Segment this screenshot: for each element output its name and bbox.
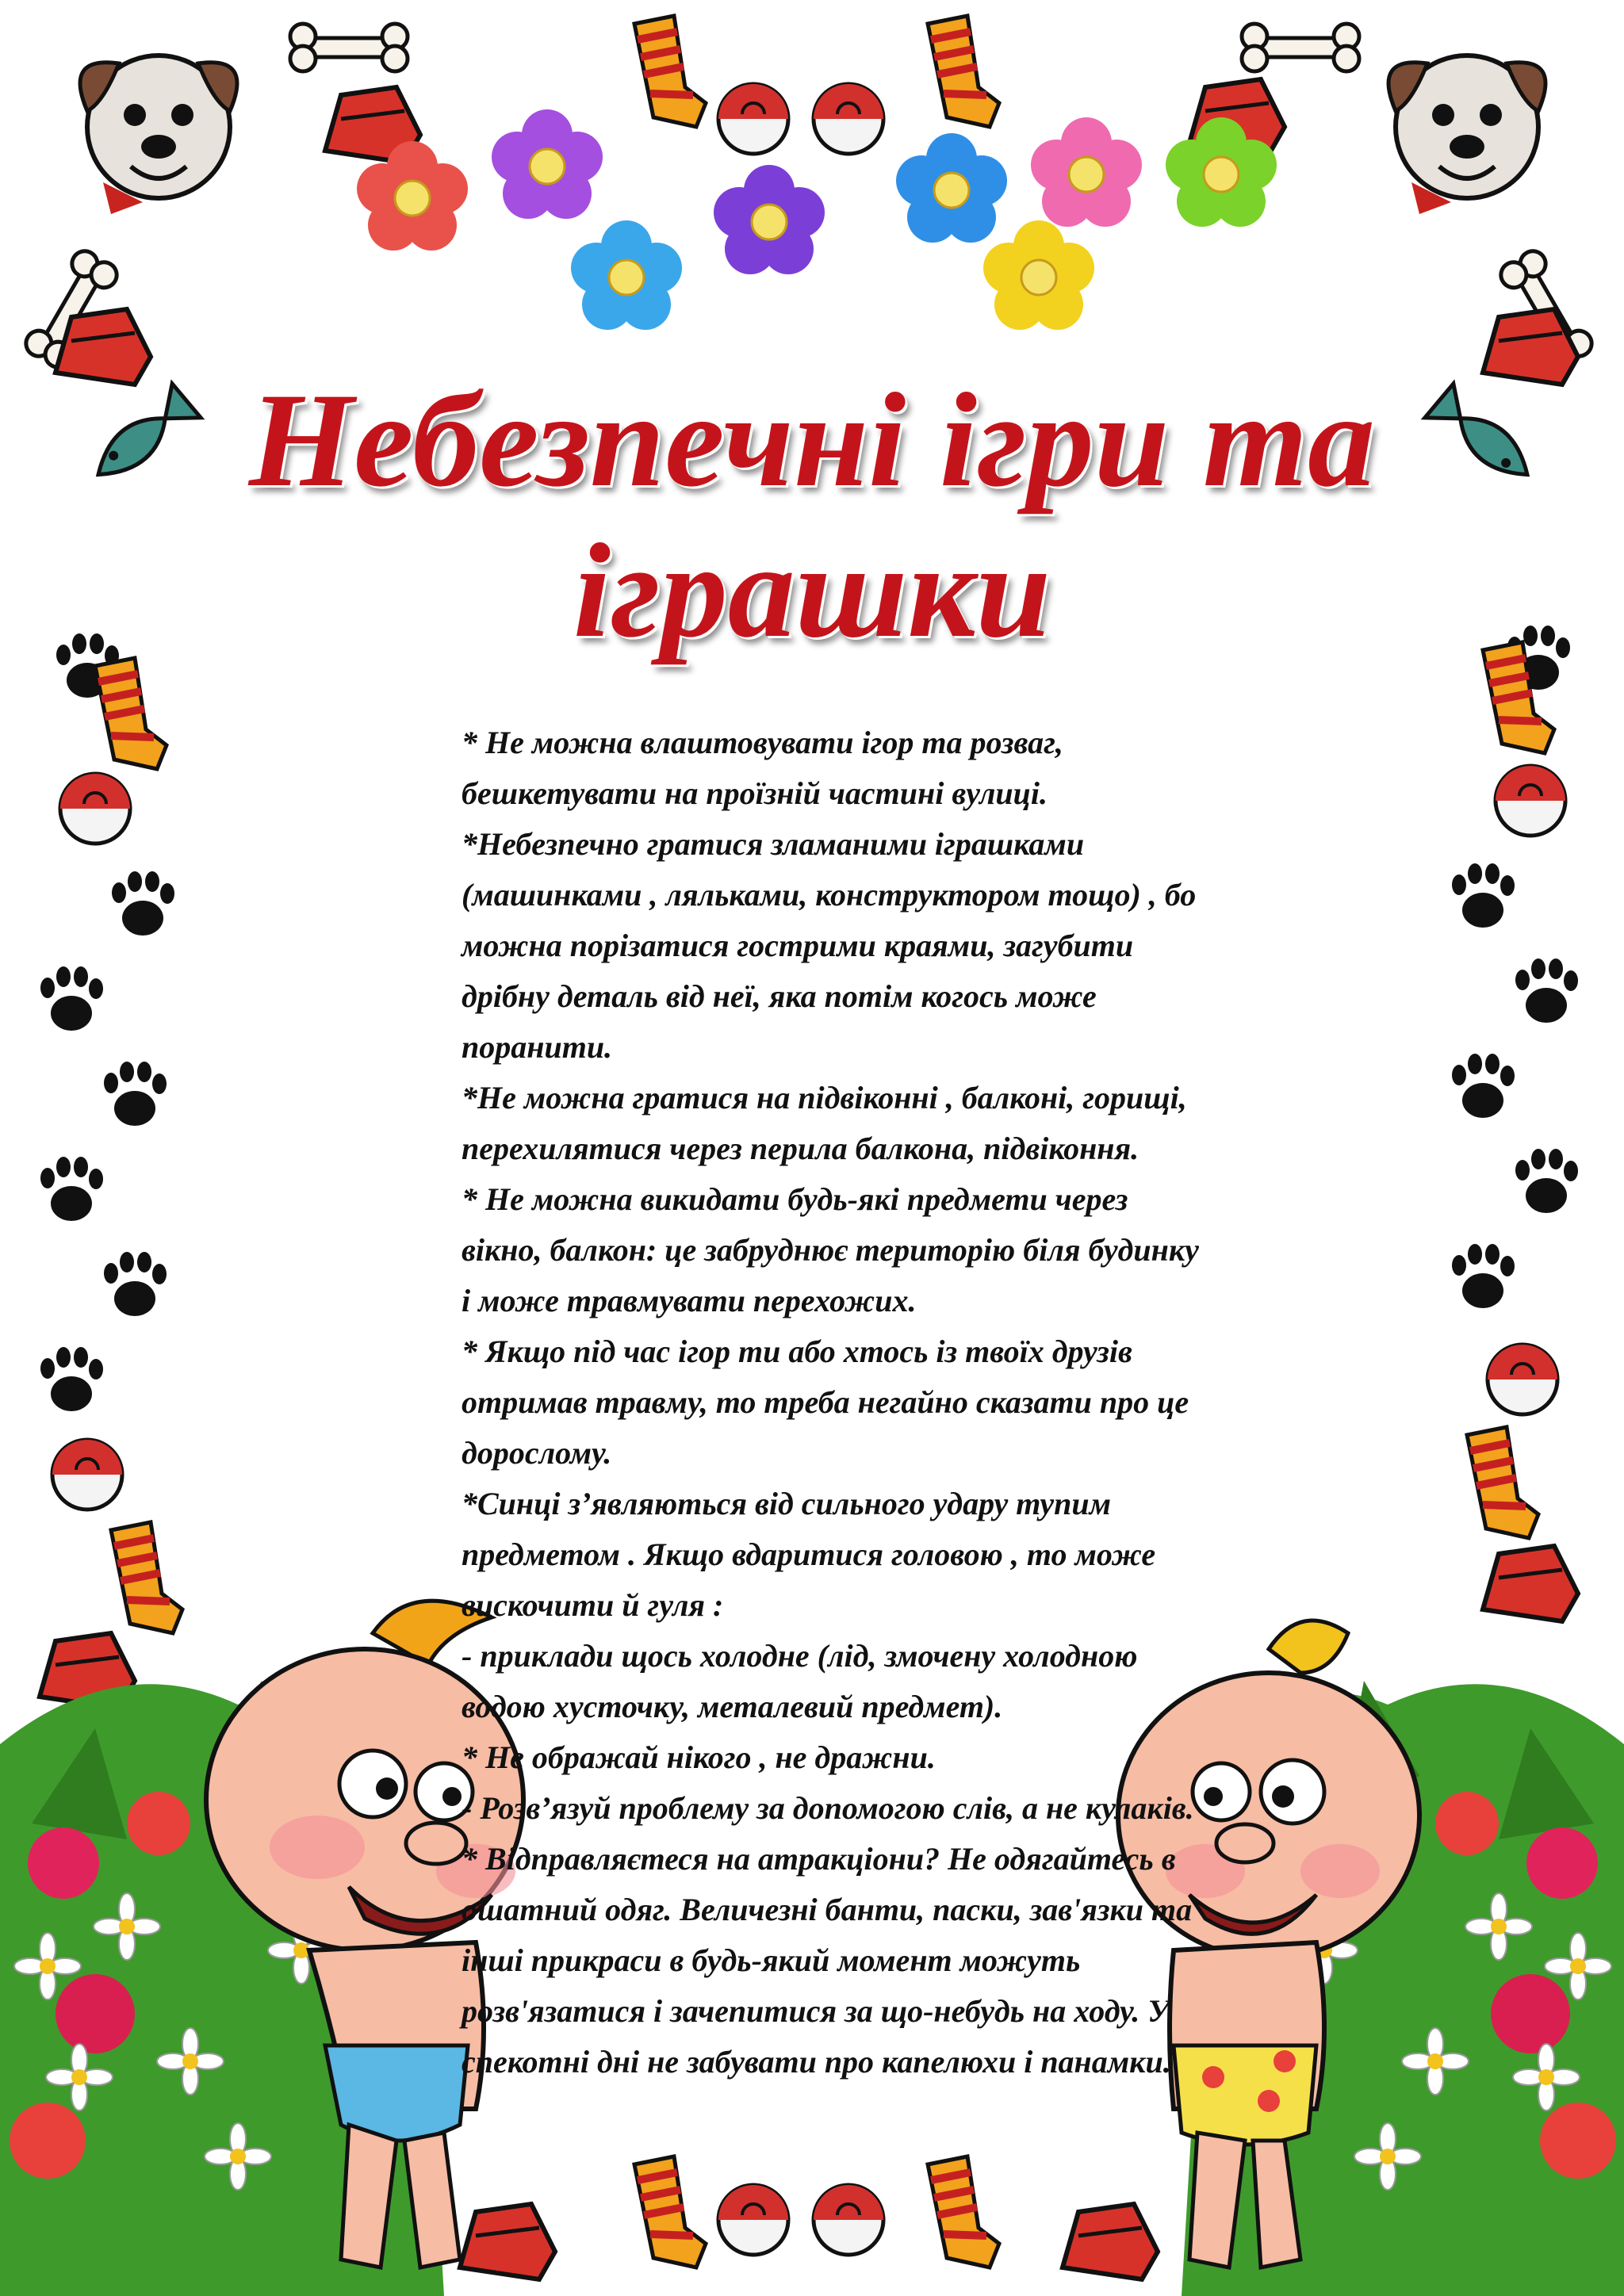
text-line: * Відправляєтеся на атракціони? Не одягайтесь в: [462, 1841, 1176, 1877]
ball-icon: [718, 84, 788, 154]
ball-icon: [60, 774, 130, 844]
text-line: можна порізатися гострими краями, загубити: [462, 928, 1134, 963]
striped-sock-icon: [95, 658, 167, 769]
text-line: і може травмувати перехожих.: [462, 1283, 917, 1318]
shoe-icon: [1063, 2204, 1158, 2279]
text-line: дорослому.: [462, 1435, 612, 1471]
ball-icon: [52, 1440, 122, 1510]
ball-icon: [1488, 1345, 1557, 1414]
text-line: вікно, балкон: це забруднює територію біля будинку: [462, 1232, 1199, 1268]
text-line: предметом . Якщо вдаритися головою , то може: [462, 1536, 1156, 1572]
flower-icon: [571, 220, 682, 330]
text-line: інші прикраси в будь-який момент можуть: [462, 1942, 1081, 1978]
text-line: бешкетувати на проїзній частині вулиці.: [462, 775, 1048, 811]
text-line: * Не ображай нікого , не дражни.: [462, 1739, 936, 1775]
ball-icon: [814, 84, 883, 154]
title-line-2: іграшки: [573, 516, 1051, 665]
text-line: *Не можна гратися на підвіконні , балконі, горищі,: [462, 1080, 1187, 1115]
text-line: * Якщо під час ігор ти або хтось із твоїх друзів: [462, 1334, 1132, 1369]
text-line: отримав травму, то треба негайно сказати про це: [462, 1384, 1189, 1420]
flower-icon: [896, 133, 1007, 243]
text-line: - приклади щось холодне (лід, змочену холодною: [462, 1638, 1138, 1674]
title-line-1: Небезпечні ігри та: [248, 365, 1376, 515]
striped-sock-icon: [634, 16, 706, 127]
page-title: [0, 365, 1624, 666]
paw-print-icon: [1515, 1149, 1578, 1213]
flower-icon: [983, 220, 1094, 330]
text-line: - Розв’язуй проблему за допомогою слів, а не кулаків.: [462, 1790, 1194, 1826]
text-line: * Не можна викидати будь-які предмети через: [462, 1181, 1128, 1217]
text-line: спекотні дні не забувати про капелюхи і панамки.: [462, 2044, 1171, 2080]
striped-sock-icon: [111, 1522, 182, 1633]
ball-icon: [1496, 766, 1565, 836]
paw-print-icon: [1452, 1054, 1515, 1118]
text-line: ошатний одяг. Величезні банти, паски, зав'язки та: [462, 1892, 1193, 1927]
text-line: дрібну деталь від неї, яка потім когось може: [462, 978, 1097, 1014]
shoe-icon: [1483, 1546, 1578, 1621]
dog-face-icon: [80, 55, 237, 214]
safety-rules-text: [462, 718, 1381, 2087]
paw-print-icon: [1515, 959, 1578, 1023]
dog-face-icon: [1388, 55, 1545, 214]
paw-print-icon: [104, 1062, 167, 1126]
shoe-icon: [460, 2204, 555, 2279]
flower-icon: [714, 165, 825, 274]
text-line: * Не можна влаштовувати ігор та розваг,: [462, 725, 1063, 760]
bone-icon: [1242, 24, 1359, 71]
paw-print-icon: [1452, 863, 1515, 928]
striped-sock-icon: [928, 2156, 999, 2267]
ball-icon: [814, 2185, 883, 2255]
paw-print-icon: [40, 1347, 103, 1411]
flower-icon: [1031, 117, 1142, 227]
text-line: *Синці з’являються від сильного удару тупим: [462, 1486, 1112, 1521]
paw-print-icon: [40, 966, 103, 1031]
paw-print-icon: [40, 1157, 103, 1221]
striped-sock-icon: [928, 16, 999, 127]
text-line: *Небезпечно гратися зламаними іграшками: [462, 826, 1085, 862]
striped-sock-icon: [1467, 1427, 1538, 1538]
paw-print-icon: [104, 1252, 167, 1316]
ball-icon: [718, 2185, 788, 2255]
text-line: вискочити й гуля :: [462, 1587, 724, 1623]
paw-print-icon: [112, 871, 174, 936]
striped-sock-icon: [634, 2156, 706, 2267]
flower-icon: [492, 109, 603, 219]
text-line: водою хусточку, металевий предмет).: [462, 1689, 1003, 1724]
text-line: поранити.: [462, 1029, 613, 1065]
bone-icon: [290, 24, 408, 71]
text-line: розв'язатися і зачепитися за що-небудь на ходу. У: [462, 1993, 1170, 2029]
text-line: (машинками , ляльками, конструктором тощо) , бо: [462, 877, 1197, 913]
paw-print-icon: [1452, 1244, 1515, 1308]
text-line: перехилятися через перила балкона, підвіконня.: [462, 1131, 1139, 1166]
